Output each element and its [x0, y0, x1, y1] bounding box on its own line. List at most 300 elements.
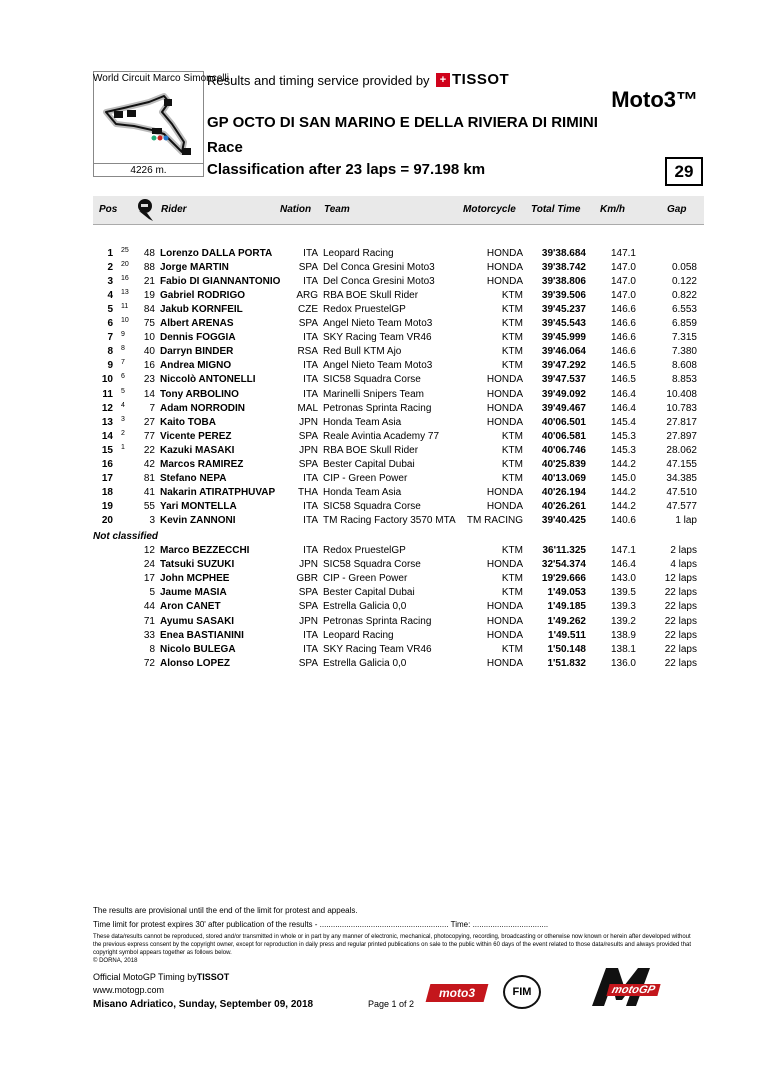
grid-position: 7 [121, 359, 125, 367]
speed-kmh: 144.2 [610, 486, 636, 498]
nation: JPN [299, 416, 318, 428]
protest-note: Time limit for protest expires 30' after publication of the results - .......................................................... Time: .................................. [93, 920, 549, 929]
total-time: 1'49.185 [547, 601, 586, 613]
team-name: CIP - Green Power [323, 573, 408, 585]
rider-name: Jorge MARTIN [160, 262, 229, 274]
rider-number: 12 [143, 545, 155, 556]
nation: CZE [298, 304, 318, 316]
classification-title: Classification after 23 laps = 97.198 km [207, 161, 486, 178]
grid-position: 16 [121, 275, 129, 283]
table-row [0, 403, 760, 417]
speed-kmh: 147.0 [610, 262, 636, 274]
copyright: © DORNA, 2018 [93, 958, 138, 964]
gap: 6.859 [671, 318, 697, 330]
grid-position: 25 [121, 247, 129, 254]
gap: 10.408 [666, 388, 697, 400]
gap: 27.817 [666, 416, 697, 428]
total-time: 40'06.746 [541, 444, 586, 456]
table-row [0, 445, 760, 459]
gap: 47.155 [666, 458, 697, 470]
gap: 22 laps [664, 615, 697, 627]
tissot-logo: TISSOT [452, 71, 510, 88]
service-text: Results and timing service provided by [207, 73, 430, 88]
position: 15 [101, 444, 113, 456]
position: 1 [107, 248, 113, 259]
table-row [0, 318, 760, 332]
table-row [0, 389, 760, 403]
table-row [0, 473, 760, 487]
motorcycle: KTM [501, 444, 523, 456]
rider-name: Marco BEZZECCHI [160, 545, 250, 556]
website-link[interactable]: www.motogp.com [93, 985, 165, 995]
nation: SPA [298, 262, 318, 274]
gap: 0.058 [671, 262, 697, 274]
team-name: Estrella Galicia 0,0 [323, 657, 407, 669]
rider-name: Jakub KORNFEIL [160, 304, 243, 316]
table-row [0, 360, 760, 374]
motorcycle: KTM [501, 360, 523, 372]
position: 5 [107, 304, 113, 316]
rider-number: 81 [143, 472, 155, 484]
moto3-logo [426, 984, 489, 1002]
total-time: 39'40.425 [541, 514, 586, 526]
rider-name: Alonso LOPEZ [160, 657, 230, 669]
total-time: 36'11.325 [542, 545, 586, 556]
tissot-cross-icon: + [436, 73, 450, 87]
rider-name: Aron CANET [160, 601, 221, 613]
motorcycle: KTM [501, 573, 523, 585]
table-row [0, 587, 760, 601]
team-name: Redox PruestelGP [323, 545, 406, 556]
rider-name: Niccolò ANTONELLI [160, 374, 256, 386]
rider-name: Vicente PEREZ [160, 430, 232, 442]
grid-position: 1 [121, 443, 125, 451]
gap: 22 laps [664, 601, 697, 613]
rider-helmet-icon [135, 197, 155, 223]
table-row [0, 616, 760, 630]
nation: ITA [303, 500, 318, 512]
rider-number: 7 [149, 402, 155, 414]
page-number: Page 1 of 2 [368, 999, 415, 1009]
motorcycle: HONDA [486, 388, 523, 400]
nation: THA [298, 486, 318, 498]
rider-number: 23 [143, 374, 155, 386]
motorcycle: KTM [501, 458, 523, 470]
table-row [0, 290, 760, 304]
team-name: Marinelli Snipers Team [323, 388, 424, 400]
speed-kmh: 139.3 [610, 601, 636, 613]
speed-kmh: 146.5 [610, 360, 636, 372]
nation: SPA [298, 318, 318, 330]
position: 14 [101, 430, 113, 442]
position: 11 [102, 388, 113, 400]
grid-position: 10 [121, 317, 129, 325]
total-time: 39'47.537 [541, 374, 586, 386]
nation: SPA [298, 458, 318, 470]
total-time: 39'46.064 [541, 346, 586, 358]
rider-number: 71 [143, 615, 155, 627]
team-name: Honda Team Asia [323, 486, 402, 498]
speed-kmh: 147.1 [610, 248, 636, 259]
rider-name: Yari MONTELLA [160, 500, 237, 512]
position: 3 [107, 276, 113, 288]
total-time: 19'29.666 [541, 573, 586, 585]
rider-number: 48 [143, 248, 155, 259]
team-name: Redox PruestelGP [323, 304, 406, 316]
motorcycle: HONDA [486, 402, 523, 414]
motorcycle: KTM [501, 304, 523, 316]
motorcycle: TM RACING [466, 514, 523, 526]
speed-kmh: 146.6 [610, 346, 636, 358]
rider-name: Lorenzo DALLA PORTA [160, 248, 273, 259]
rider-number: 14 [143, 388, 155, 400]
speed-kmh: 140.6 [610, 514, 636, 526]
team-name: Estrella Galicia 0,0 [323, 601, 407, 613]
speed-kmh: 145.4 [610, 416, 636, 428]
rider-number: 16 [143, 360, 155, 372]
position: 10 [101, 374, 113, 386]
rider-number: 22 [143, 444, 155, 456]
rider-number: 55 [143, 500, 155, 512]
rider-number: 44 [143, 601, 155, 613]
total-time: 39'39.506 [541, 290, 586, 302]
rider-number: 10 [143, 332, 155, 344]
rider-name: Jaume MASIA [160, 587, 227, 599]
total-time: 1'49.053 [547, 587, 586, 599]
grid-position: 4 [121, 401, 125, 409]
position: 17 [101, 472, 113, 484]
grid-position: 6 [121, 373, 125, 381]
team-name: RBA BOE Skull Rider [323, 290, 419, 302]
total-time: 39'45.543 [541, 318, 586, 330]
table-row [0, 248, 760, 262]
motorcycle: HONDA [486, 629, 523, 641]
disclaimer: These data/results cannot be reproduced, stored and/or transmitted in whole or in part by any manner of electronic, mechanical, photocopying, recording, broadcasting or otherwise now known or herein after developed without the previous express consent by the copyright owner, except for reproduction in daily press and regular printed publications on sale to the public within 60 days of the event related to those data/results and always provided that copyright symbol appears together as follows below. [93, 934, 692, 956]
category-title: Moto3™ [611, 87, 698, 112]
speed-kmh: 145.3 [610, 430, 636, 442]
nation: SPA [298, 587, 318, 599]
not-classified-label: Not classified [93, 531, 159, 542]
nation: MAL [297, 402, 318, 414]
col-team: Team [324, 204, 350, 215]
fim-logo: FIM [503, 975, 541, 1009]
rider-name: Marcos RAMIREZ [160, 458, 244, 470]
total-time: 40'13.069 [541, 472, 586, 484]
motorcycle: KTM [501, 430, 523, 442]
nation: ITA [303, 629, 318, 641]
rider-number: 72 [143, 657, 155, 669]
rider-name: Andrea MIGNO [160, 360, 232, 372]
rider-number: 33 [143, 629, 155, 641]
col-total-time: Total Time [531, 204, 581, 215]
col-rider: Rider [161, 204, 187, 215]
gap: 27.897 [666, 430, 697, 442]
gap: 6.553 [671, 304, 697, 316]
gap: 0.822 [671, 290, 697, 302]
event-title: GP OCTO DI SAN MARINO E DELLA RIVIERA DI RIMINI [207, 114, 598, 131]
team-name: Leopard Racing [323, 629, 394, 641]
speed-kmh: 139.2 [610, 615, 636, 627]
rider-number: 24 [143, 559, 155, 571]
event-date: Misano Adriatico, Sunday, September 09, 2018 [93, 999, 314, 1010]
grid-position: 13 [121, 289, 129, 297]
rider-name: John MCPHEE [160, 573, 230, 585]
grid-position: 2 [121, 429, 125, 437]
position: 6 [107, 318, 113, 330]
total-time: 40'06.501 [541, 416, 586, 428]
nation: ITA [303, 643, 318, 655]
team-name: TM Racing Factory 3570 MTA [323, 514, 456, 526]
speed-kmh: 144.2 [610, 500, 636, 512]
position: 7 [107, 332, 113, 344]
rider-number: 84 [143, 304, 155, 316]
motorcycle: KTM [501, 472, 523, 484]
motorcycle: KTM [501, 346, 523, 358]
total-time: 1'51.832 [547, 657, 586, 669]
motorcycle: KTM [501, 587, 523, 599]
total-time: 39'49.092 [541, 388, 586, 400]
team-name: RBA BOE Skull Rider [323, 444, 419, 456]
speed-kmh: 147.0 [610, 290, 636, 302]
speed-kmh: 136.0 [610, 657, 636, 669]
grid-position: 9 [121, 331, 125, 339]
rider-number: 40 [143, 346, 155, 358]
speed-kmh: 146.6 [610, 332, 636, 344]
rider-name: Kazuki MASAKI [160, 444, 235, 456]
official-text: Official MotoGP Timing by [93, 972, 197, 982]
table-row [0, 459, 760, 473]
total-time: 39'38.806 [541, 276, 586, 288]
gap: 12 laps [664, 573, 697, 585]
position: 16 [101, 458, 113, 470]
team-name: Del Conca Gresini Moto3 [323, 276, 435, 288]
total-time: 1'50.148 [547, 643, 586, 655]
official-brand: TISSOT [196, 972, 230, 982]
team-name: Bester Capital Dubai [323, 587, 415, 599]
table-row [0, 417, 760, 431]
team-name: SIC58 Squadra Corse [323, 374, 421, 386]
nation: ITA [303, 545, 318, 556]
position: 9 [107, 360, 113, 372]
rider-name: Tatsuki SUZUKI [160, 559, 235, 571]
rider-number: 42 [143, 458, 155, 470]
col-gap: Gap [667, 204, 687, 215]
motogp-logo [588, 962, 678, 1010]
gap: 22 laps [664, 643, 697, 655]
gap: 47.510 [666, 486, 697, 498]
gap: 4 laps [670, 559, 697, 571]
total-time: 32'54.374 [541, 559, 586, 571]
team-name: Honda Team Asia [323, 416, 402, 428]
speed-kmh: 146.6 [610, 304, 636, 316]
rider-number: 41 [143, 486, 155, 498]
rider-name: Kaito TOBA [160, 416, 216, 428]
rider-name: Fabio DI GIANNANTONIO [160, 276, 281, 288]
nation: RSA [297, 346, 318, 358]
team-name: SKY Racing Team VR46 [323, 332, 432, 344]
gap: 1 lap [675, 514, 697, 526]
gap: 22 laps [664, 587, 697, 599]
col-kmh: Km/h [600, 204, 625, 215]
team-name: SKY Racing Team VR46 [323, 643, 432, 655]
speed-kmh: 145.0 [610, 472, 636, 484]
nation: ITA [303, 374, 318, 386]
table-row [0, 332, 760, 346]
nation: ITA [303, 332, 318, 344]
speed-kmh: 146.5 [610, 374, 636, 386]
gap: 8.853 [671, 374, 697, 386]
total-time: 39'47.292 [541, 360, 586, 372]
team-name: Angel Nieto Team Moto3 [323, 318, 433, 330]
motorcycle: HONDA [486, 262, 523, 274]
team-name: SIC58 Squadra Corse [323, 500, 421, 512]
rider-name: Nicolo BULEGA [160, 643, 236, 655]
motorcycle: KTM [501, 545, 523, 556]
rider-name: Albert ARENAS [160, 318, 234, 330]
speed-kmh: 147.0 [610, 276, 636, 288]
provisional-note: The results are provisional until the end of the limit for protest and appeals. [93, 906, 358, 915]
team-name: SIC58 Squadra Corse [323, 559, 421, 571]
nation: SPA [298, 657, 318, 669]
table-row [0, 487, 760, 501]
position: 4 [107, 290, 113, 302]
motorcycle: HONDA [486, 615, 523, 627]
rider-name: Gabriel RODRIGO [160, 290, 246, 302]
col-nation: Nation [280, 204, 312, 215]
table-row [0, 262, 760, 276]
gap: 47.577 [666, 500, 697, 512]
speed-kmh: 145.3 [610, 444, 636, 456]
motorcycle: HONDA [486, 248, 523, 259]
team-name: CIP - Green Power [323, 472, 408, 484]
motorcycle: HONDA [486, 416, 523, 428]
team-name: Reale Avintia Academy 77 [323, 430, 440, 442]
rider-name: Enea BASTIANINI [160, 629, 244, 641]
position: 12 [101, 402, 113, 414]
table-row [0, 644, 760, 658]
grid-position: 5 [121, 387, 125, 395]
rider-number: 88 [143, 262, 155, 274]
official-timing [93, 972, 229, 982]
track-length: 4226 m. [93, 163, 204, 176]
moto3-logo-text: moto3 [439, 986, 475, 1000]
speed-kmh: 146.4 [610, 402, 636, 414]
total-time: 1'49.511 [548, 629, 586, 641]
rider-name: Kevin ZANNONI [160, 514, 236, 526]
total-time: 40'25.839 [541, 458, 586, 470]
gap: 8.608 [671, 360, 697, 372]
speed-kmh: 146.6 [610, 318, 636, 330]
total-time: 40'06.581 [541, 430, 586, 442]
nation: ITA [303, 472, 318, 484]
speed-kmh: 144.2 [610, 458, 636, 470]
motorcycle: HONDA [486, 486, 523, 498]
col-motorcycle: Motorcycle [463, 204, 516, 215]
col-pos: Pos [99, 204, 118, 215]
total-time: 39'49.467 [541, 402, 586, 414]
speed-kmh: 143.0 [610, 573, 636, 585]
motorcycle: HONDA [486, 374, 523, 386]
gap: 7.315 [671, 332, 697, 344]
rider-number: 19 [143, 290, 155, 302]
table-row [0, 545, 760, 559]
table-row [0, 559, 760, 573]
rider-number: 75 [143, 318, 155, 330]
nation: JPN [299, 615, 318, 627]
laps-badge: 29 [665, 157, 703, 186]
rider-name: Stefano NEPA [160, 472, 227, 484]
nation: ITA [303, 388, 318, 400]
table-row [0, 630, 760, 644]
rider-number: 17 [143, 573, 155, 585]
speed-kmh: 146.4 [610, 388, 636, 400]
total-time: 39'45.237 [541, 304, 586, 316]
table-row [0, 276, 760, 290]
rider-number: 5 [149, 587, 155, 599]
position: 19 [101, 500, 113, 512]
position: 2 [107, 262, 113, 274]
total-time: 1'49.262 [547, 615, 586, 627]
total-time: 39'45.999 [541, 332, 586, 344]
rider-name: Ayumu SASAKI [160, 615, 235, 627]
total-time: 40'26.261 [541, 500, 586, 512]
table-row [0, 573, 760, 587]
table-row [0, 346, 760, 360]
nation: ITA [303, 276, 318, 288]
gap: 22 laps [664, 629, 697, 641]
team-name: Red Bull KTM Ajo [323, 346, 402, 358]
motorcycle: KTM [501, 290, 523, 302]
motorcycle: KTM [501, 318, 523, 330]
team-name: Petronas Sprinta Racing [323, 615, 432, 627]
rider-name: Darryn BINDER [160, 346, 234, 358]
rider-number: 8 [149, 643, 155, 655]
rider-name: Dennis FOGGIA [160, 332, 236, 344]
gap: 7.380 [671, 346, 697, 358]
table-row [0, 304, 760, 318]
grid-position: 8 [121, 345, 125, 353]
team-name: Del Conca Gresini Moto3 [323, 262, 435, 274]
team-name: Angel Nieto Team Moto3 [323, 360, 433, 372]
table-row [0, 658, 760, 672]
gap: 34.385 [666, 472, 697, 484]
table-row [0, 501, 760, 515]
track-name: World Circuit Marco Simoncelli [93, 73, 229, 84]
grid-position: 11 [121, 303, 129, 311]
grid-position: 3 [121, 415, 125, 423]
team-name: Petronas Sprinta Racing [323, 402, 432, 414]
gap: 22 laps [664, 657, 697, 669]
speed-kmh: 146.4 [610, 559, 636, 571]
motorcycle: KTM [501, 332, 523, 344]
motogp-logo-text: motoGP [606, 984, 660, 996]
session-title: Race [207, 139, 243, 156]
nation: ARG [296, 290, 318, 302]
speed-kmh: 147.1 [610, 545, 636, 556]
position: 20 [101, 514, 113, 526]
rider-name: Tony ARBOLINO [160, 388, 239, 400]
nation: ITA [303, 248, 318, 259]
table-row [0, 431, 760, 445]
rider-number: 77 [143, 430, 155, 442]
table-row [0, 515, 760, 529]
motorcycle: KTM [501, 643, 523, 655]
gap: 10.783 [666, 402, 697, 414]
total-time: 39'38.742 [541, 262, 586, 274]
rider-name: Adam NORRODIN [160, 402, 246, 414]
motorcycle: HONDA [486, 559, 523, 571]
motorcycle: HONDA [486, 601, 523, 613]
